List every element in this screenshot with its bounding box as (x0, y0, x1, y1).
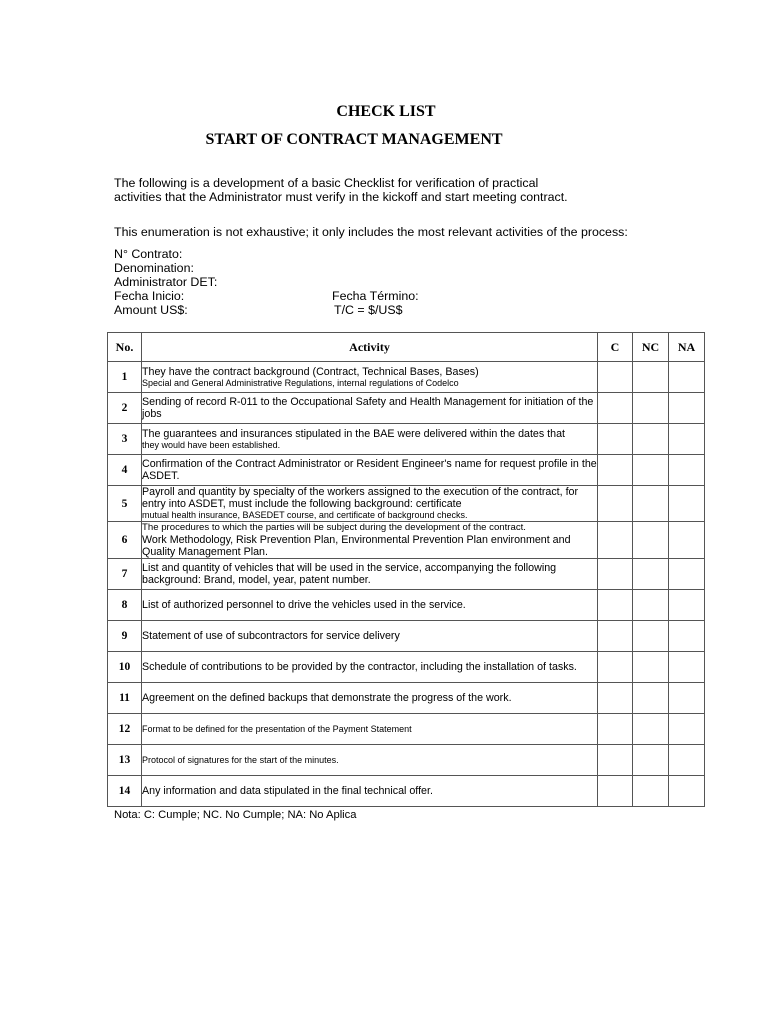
activity-text: Payroll and quantity by specialty of the workers assigned to the execution of the contract, for entry into ASDET, must include the following background: certificate (142, 486, 579, 510)
header-activity: Activity (142, 333, 598, 362)
check-cell-na[interactable] (669, 745, 705, 776)
check-cell-na[interactable] (669, 393, 705, 424)
table-row (108, 652, 705, 683)
activity-cell (142, 522, 598, 559)
activity-text: The procedures to which the parties will be subject during the development of the contract. (142, 522, 526, 533)
row-number: 6 (108, 522, 142, 559)
check-cell-na[interactable] (669, 522, 705, 559)
check-cell-na[interactable] (669, 590, 705, 621)
check-cell-nc[interactable] (633, 683, 669, 714)
row-number: 8 (108, 590, 142, 621)
activity-subtext: mutual health insurance, BASEDET course, and certificate of background checks. (142, 510, 468, 520)
administrator-field: Administrator DET: (114, 275, 218, 289)
activity-cell (142, 652, 598, 683)
check-cell-nc[interactable] (633, 745, 669, 776)
amount-field: Amount US$: (114, 303, 188, 317)
activity-text: Format to be defined for the presentation of the Payment Statement (142, 724, 412, 734)
activity-text: List and quantity of vehicles that will be used in the service, accompanying the following background: Brand, model, year, patent number. (142, 562, 557, 586)
activity-text: Any information and data stipulated in the final technical offer. (142, 785, 433, 797)
table-row (108, 455, 705, 486)
table-row (108, 590, 705, 621)
row-number: 1 (108, 362, 142, 393)
check-cell-na[interactable] (669, 486, 705, 522)
activity-cell (142, 393, 598, 424)
check-cell-c[interactable] (598, 393, 633, 424)
row-number: 12 (108, 714, 142, 745)
check-cell-c[interactable] (598, 745, 633, 776)
check-cell-nc[interactable] (633, 362, 669, 393)
activity-cell (142, 486, 598, 522)
activity-subtext: Work Methodology, Risk Prevention Plan, Environmental Prevention Plan environment and Quality Management Plan. (142, 534, 571, 558)
row-number: 10 (108, 652, 142, 683)
table-row (108, 486, 705, 522)
header-na: NA (669, 333, 705, 362)
row-number: 5 (108, 486, 142, 522)
check-cell-c[interactable] (598, 522, 633, 559)
end-date-field: Fecha Término: (332, 289, 419, 303)
row-number: 14 (108, 776, 142, 807)
document-subtitle: START OF CONTRACT MANAGEMENT (205, 131, 503, 148)
check-cell-c[interactable] (598, 621, 633, 652)
activity-text: Agreement on the defined backups that demonstrate the progress of the work. (142, 692, 512, 704)
check-cell-na[interactable] (669, 776, 705, 807)
check-cell-c[interactable] (598, 776, 633, 807)
header-nc: NC (633, 333, 669, 362)
check-cell-nc[interactable] (633, 776, 669, 807)
check-cell-na[interactable] (669, 683, 705, 714)
activity-cell (142, 621, 598, 652)
row-number: 13 (108, 745, 142, 776)
activity-cell (142, 776, 598, 807)
check-cell-c[interactable] (598, 486, 633, 522)
check-cell-c[interactable] (598, 590, 633, 621)
header-c: C (598, 333, 633, 362)
check-cell-c[interactable] (598, 424, 633, 455)
check-cell-nc[interactable] (633, 590, 669, 621)
check-cell-na[interactable] (669, 455, 705, 486)
activity-cell (142, 745, 598, 776)
check-cell-nc[interactable] (633, 714, 669, 745)
exchange-rate-field: T/C = $/US$ (334, 303, 403, 317)
check-cell-c[interactable] (598, 559, 633, 590)
check-cell-c[interactable] (598, 455, 633, 486)
table-row (108, 745, 705, 776)
activity-text: List of authorized personnel to drive the vehicles used in the service. (142, 599, 466, 611)
activity-text: Confirmation of the Contract Administrator or Resident Engineer's name for request profile in the ASDET. (142, 458, 597, 482)
check-cell-na[interactable] (669, 652, 705, 683)
start-date-field: Fecha Inicio: (114, 289, 185, 303)
activity-subtext: they would have been established. (142, 439, 281, 450)
activity-cell (142, 455, 598, 486)
row-number: 11 (108, 683, 142, 714)
activity-text: Schedule of contributions to be provided by the contractor, including the installation of tasks. (142, 661, 577, 673)
legend-note: Nota: C: Cumple; NC. No Cumple; NA: No Aplica (114, 809, 357, 821)
check-cell-na[interactable] (669, 424, 705, 455)
activity-cell (142, 714, 598, 745)
intro-paragraph: The following is a development of a basic Checklist for verification of practical activities that the Administrator must verify in the kickoff and start meeting contract. (114, 176, 568, 204)
table-row (108, 393, 705, 424)
table-row (108, 424, 705, 455)
check-cell-c[interactable] (598, 714, 633, 745)
check-cell-c[interactable] (598, 362, 633, 393)
activity-cell (142, 559, 598, 590)
table-row (108, 362, 705, 393)
activity-text: Sending of record R-011 to the Occupational Safety and Health Management for initiation of the jobs (142, 396, 594, 420)
check-cell-nc[interactable] (633, 455, 669, 486)
row-number: 2 (108, 393, 142, 424)
activity-text: Statement of use of subcontractors for service delivery (142, 630, 400, 642)
check-cell-nc[interactable] (633, 424, 669, 455)
row-number: 4 (108, 455, 142, 486)
check-cell-c[interactable] (598, 683, 633, 714)
row-number: 7 (108, 559, 142, 590)
activity-subtext: Special and General Administrative Regulations, internal regulations of Codelco (142, 377, 459, 388)
check-cell-nc[interactable] (633, 559, 669, 590)
activity-cell (142, 424, 598, 455)
checklist-table (107, 332, 705, 807)
check-cell-na[interactable] (669, 362, 705, 393)
denomination-field: Denomination: (114, 261, 194, 275)
scope-paragraph: This enumeration is not exhaustive; it only includes the most relevant activities of the process: (114, 225, 628, 239)
check-cell-nc[interactable] (633, 522, 669, 559)
check-cell-na[interactable] (669, 714, 705, 745)
row-number: 9 (108, 621, 142, 652)
activity-text: They have the contract background (Contract, Technical Bases, Bases) (142, 365, 479, 378)
check-cell-c[interactable] (598, 652, 633, 683)
activity-text: Protocol of signatures for the start of the minutes. (142, 755, 339, 765)
activity-cell (142, 683, 598, 714)
table-row (108, 683, 705, 714)
check-cell-na[interactable] (669, 559, 705, 590)
table-header-row (108, 333, 705, 362)
activity-text: The guarantees and insurances stipulated in the BAE were delivered within the dates that (142, 427, 566, 440)
row-number: 3 (108, 424, 142, 455)
check-cell-na[interactable] (669, 621, 705, 652)
table-row (108, 522, 705, 559)
check-cell-nc[interactable] (633, 486, 669, 522)
activity-cell (142, 362, 598, 393)
activity-cell (142, 590, 598, 621)
contract-number-field: N° Contrato: (114, 247, 183, 261)
table-row (108, 621, 705, 652)
table-row (108, 776, 705, 807)
check-cell-nc[interactable] (633, 652, 669, 683)
document-title: CHECK LIST (336, 103, 436, 120)
table-row (108, 559, 705, 590)
check-cell-nc[interactable] (633, 393, 669, 424)
header-no: No. (108, 333, 142, 362)
table-row (108, 714, 705, 745)
check-cell-nc[interactable] (633, 621, 669, 652)
